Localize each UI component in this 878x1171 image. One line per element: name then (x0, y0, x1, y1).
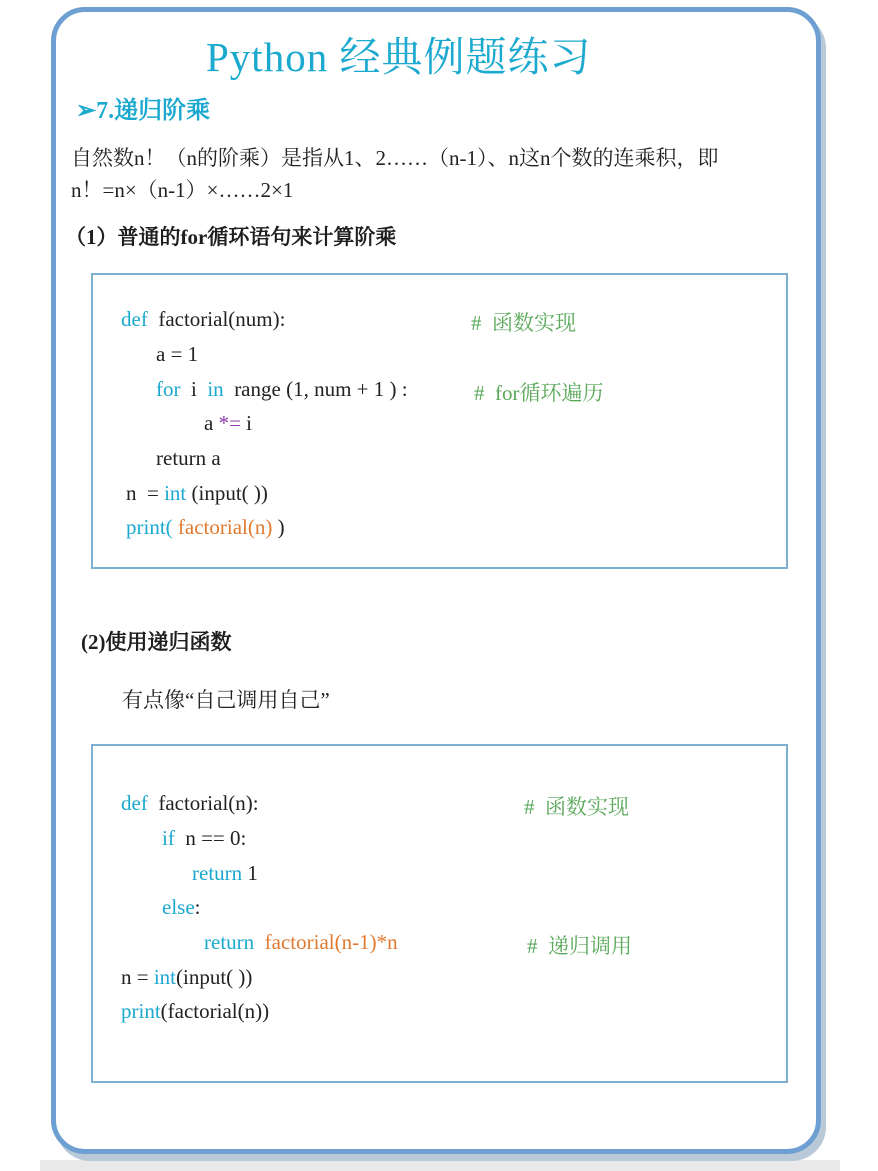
part2-heading: (2)使用递归函数 (81, 630, 232, 654)
code-comment: # 递归调用 (527, 934, 632, 958)
code-line: a = 1 (156, 342, 199, 366)
keyword: return (204, 930, 255, 954)
keyword: in (207, 377, 224, 401)
code-line (162, 826, 246, 851)
function-call: factorial(n) (177, 515, 273, 539)
code-line (121, 999, 269, 1024)
code-line (204, 411, 252, 436)
function-call: factorial(n-1)*n (264, 930, 398, 954)
code-text: (factorial(n)) (160, 999, 270, 1023)
keyword: print( (126, 515, 173, 539)
code-text: i (191, 377, 197, 401)
code-text: 1 (247, 861, 258, 885)
code-line (121, 791, 259, 816)
page-bottom-strip (40, 1160, 840, 1171)
code-comment: # 函数实现 (471, 311, 576, 335)
keyword: def (121, 307, 148, 331)
code-text: (input( )) (176, 965, 253, 989)
code-text: (input( )) (191, 481, 268, 505)
keyword: return (192, 861, 243, 885)
page-title: Python 经典例题练习 (206, 34, 592, 80)
intro-line-1: 自然数n！（n的阶乘）是指从1、2……（n-1）、n这n个数的连乘积，即 (71, 146, 719, 170)
code-text: i (246, 411, 253, 435)
code-comment: # for循环遍历 (474, 381, 604, 405)
code-block-recursion (91, 744, 788, 1083)
code-line (192, 861, 258, 886)
keyword: print (121, 999, 161, 1023)
part2-note: 有点像“自己调用自己” (122, 688, 330, 712)
code-text: n = (126, 481, 159, 505)
code-line: return a (156, 446, 221, 470)
keyword: int (164, 481, 187, 505)
keyword: if (162, 826, 175, 850)
code-line (126, 515, 285, 540)
code-text: n = (121, 965, 149, 989)
section-heading (76, 90, 210, 125)
code-line (126, 481, 268, 506)
keyword: def (121, 791, 148, 815)
code-line (121, 965, 252, 990)
code-text: ) (277, 515, 285, 539)
code-text: range (1, num + 1 ) : (234, 377, 408, 401)
intro-line-2: n！=n×（n-1）×……2×1 (71, 178, 294, 202)
content-card (51, 7, 821, 1154)
code-line (121, 307, 285, 332)
keyword: for (156, 377, 181, 401)
part1-heading: （1）普通的for循环语句来计算阶乘 (65, 225, 397, 249)
card-inner (56, 12, 816, 1149)
arrow-icon: ➢ (76, 98, 97, 124)
code-line (162, 895, 201, 920)
code-line (156, 377, 408, 402)
code-text: factorial(num): (158, 307, 286, 331)
code-comment: # 函数实现 (524, 795, 629, 819)
keyword: else (162, 895, 195, 919)
code-text: factorial(n): (158, 791, 259, 815)
code-line (204, 930, 398, 955)
section-heading-text: 7.递归阶乘 (96, 98, 211, 124)
operator: *= (218, 411, 241, 435)
code-text: a (204, 411, 214, 435)
code-block-for-loop (91, 273, 788, 569)
code-text: n == 0: (185, 826, 247, 850)
code-text: : (194, 895, 201, 919)
keyword: int (153, 965, 177, 989)
